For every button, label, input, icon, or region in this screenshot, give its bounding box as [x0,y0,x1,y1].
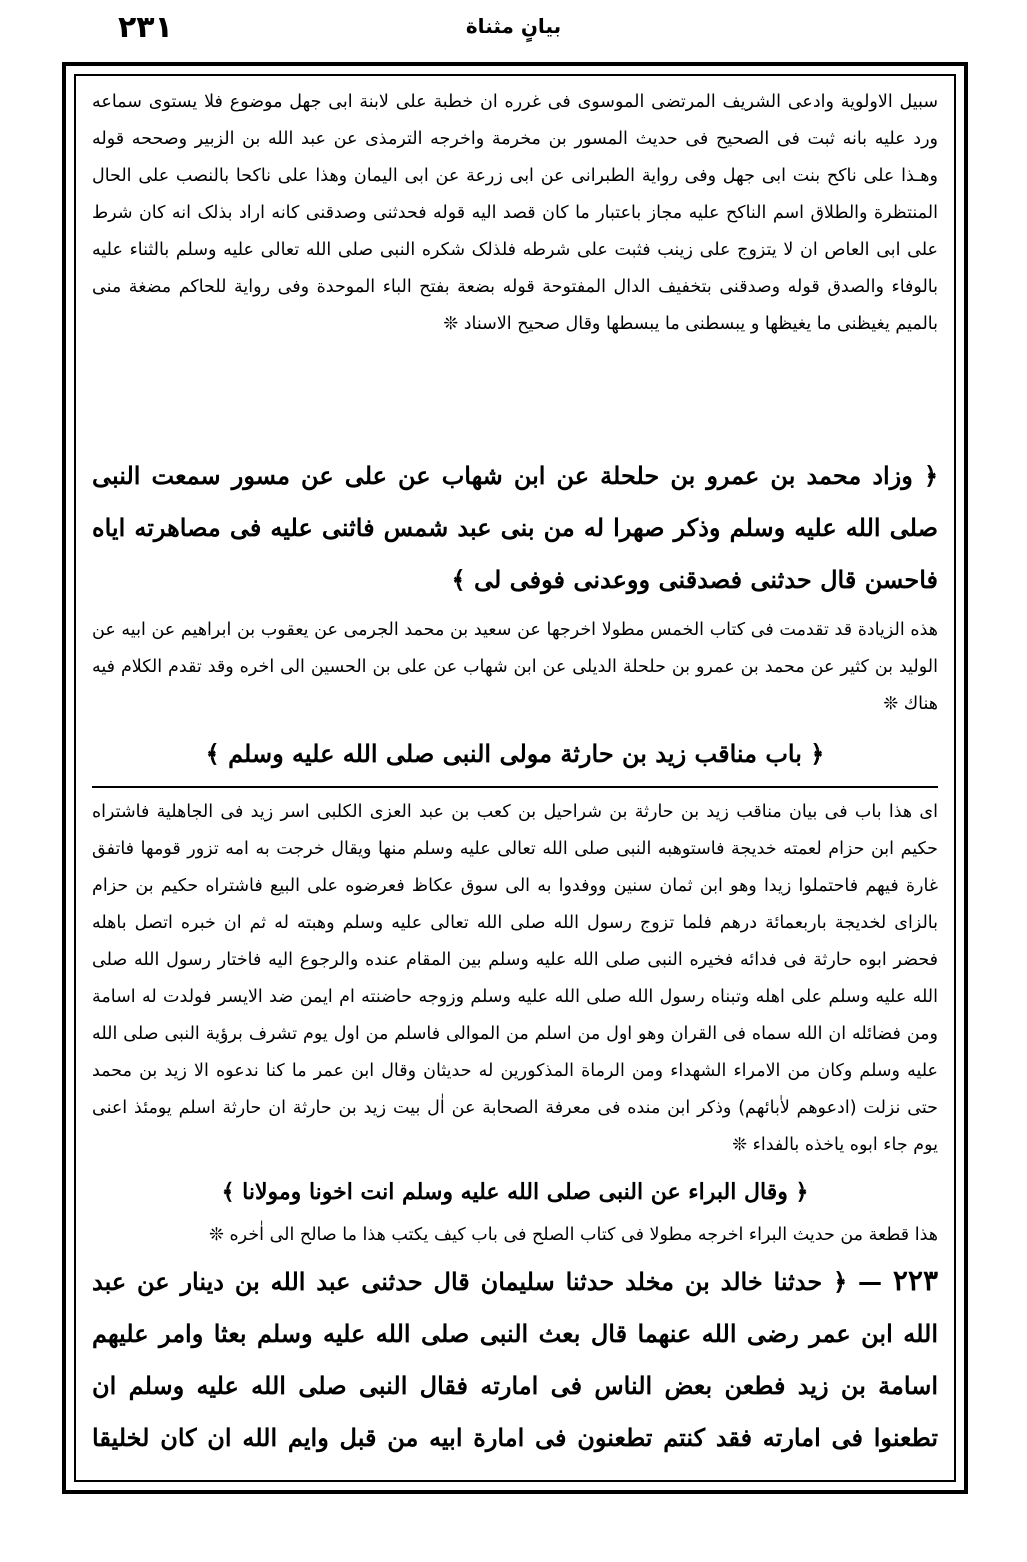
end-mark-icon: ❊ [443,314,459,334]
commentary-block-1 [92,84,938,450]
commentary-text-1: سبیل الاولویة وادعی الشریف المرتضی الموسوی فی غرره ان خطبة علی لابنة ابی جهل موضوع فلا یستوی سماعه ورد علیه بانه ثبت فی الصحیح فی حدیث المسور بن مخرمة واخرجه الترمذی عن عبد الله بن الزبیر وصححه قوله وهـذا علی ناکح بنت ابی جهل وفی روایة الطبرانی عن ابی زرعة عن ابی الیمان وهذا علی ناکحا بالنصب علی الحال المنتظرة والطلاق اسم الناکح علیه مجاز باعتبار ما کان قصد الیه قوله فحدثنی وصدقنی کانه اراد بذلک انه کان شرط علی ابی العاص ان لا یتزوج علی زینب فثبت علی شرطه فلذلک شکره النبی صلی الله تعالی علیه وسلم بالثناء علیه بالوفاء والصدق قوله وصدقنی بتخفیف الدال المفتوحة قوله بضعة بفتح الباء الموحدة وفی روایة للحاکم مضغة منی بالمیم یغیظنی ما یغیظها و یبسطنی ما یبسطها وقال صحیح الاسناد [92,92,938,334]
close-bracket-ornament: ﴾ [451,566,466,594]
hadith-text [92,1255,938,1474]
end-mark-icon: ❊ [209,1225,224,1245]
commentary-block-3 [92,794,938,1162]
hadith-text [92,450,938,606]
hadith-text-1: وزاد محمد بن عمرو بن حلحلة عن ابن شهاب عن علی عن مسور سمعت النبی صلی الله علیه وسلم وذکر صهرا له من بنی عبد شمس فاثنی علیه فی مصاهرته ایاه فاحسن قال حدثنی فصدقنی ووعدنی فوفی لی [92,461,938,594]
commentary-text [92,1473,938,1474]
commentary-text [92,84,938,343]
open-bracket-ornament: ﴿ [923,462,938,490]
dash-mark: — [858,1268,883,1296]
quote-heading [92,1168,938,1217]
commentary-text [92,612,938,723]
page-body [92,84,938,1474]
chapter-title: باب مناقب زید بن حارثة مولی النبی صلی الله علیه وسلم [228,739,802,768]
running-title: بیانٍ مثناة [465,14,562,38]
hadith-block-1 [92,450,938,612]
chapter-heading [92,728,938,780]
open-bracket-ornament: ﴿ [810,740,825,768]
close-bracket-ornament: ﴾ [221,1180,235,1205]
commentary-text-4: هذا قطعة من حدیث البراء اخرجه مطولا فی کتاب الصلح فی باب کیف یکتب هذا ما صالح الی اٰخره [229,1225,938,1245]
page-number: ۲۳۱ [118,10,173,45]
close-bracket-ornament: ﴾ [205,740,220,768]
commentary-text-3: ای هذا باب فی بیان مناقب زید بن حارثة بن شراحیل بن کعب بن عبد العزی الکلبی اسر زید فی الجاهلیة فاشتراه حکیم ابن حزام لعمته خدیجة فاستوهبه النبی صلی الله تعالی علیه وسلم منها ویقال خرجت به امه تزور قومها فاتفق غارة فیهم فاحتملوا زیدا وهو ابن ثمان سنین ووفدوا به الی سوق عکاظ فعرضوه علی البیع فاشتراه حکیم بن حزام بالزای لخدیجة باربعمائة درهم فلما تزوج رسول الله صلی الله تعالی علیه وسلم وهبته له ثم ان خبره اتصل باهله فحضر ابوه حارثة فی فدائه فخیره النبی صلی الله علیه وسلم بین المقام عنده والرجوع الیه فاختار رسول الله صلی الله علیه وسلم علی اهله وتبناه رسول الله صلی الله علیه وسلم وزوجه حاضنته ام ایمن ضد الایسر فولدت له اسامة ومن فضائله ان الله سماه فی القران وهو اول من اسلم من الموالی فاسلم من اول یوم تشرف برؤیة النبی صلی الله علیه وسلم وکان من الامراء الشهداء ومن الرماة المذکورین له حدیثان وقال ابن عمر ما کنا ندعوه الا زید بن محمد حتی نزلت (ادعوهم لاٰبائهم) وذکر ابن منده فی معرفة الصحابة عن اٰل بیت زید بن حارثة ان حارثة اسلم یومئذ اعنی یوم جاء ابوه یاخذه بالفداء [92,802,938,1155]
commentary-block-4 [92,1217,938,1255]
commentary-text [92,794,938,1164]
open-bracket-ornament: ﴿ [833,1268,848,1296]
end-mark-icon: ❊ [883,694,899,714]
commentary-block-5 [92,1473,938,1474]
commentary-block-2 [92,612,938,722]
end-mark-icon: ❊ [732,1135,748,1155]
open-bracket-ornament: ﴿ [795,1180,809,1205]
hadith-text-2: حدثنا خالد بن مخلد حدثنا سلیمان قال حدثنی عبد الله بن دینار عن عبد الله ابن عمر رضی الله عنهما قال بعث النبی صلی الله علیه وسلم بعثا وامر علیهم اسامة بن زید فطعن بعض الناس فی امارته فقال النبی صلی الله علیه وسلم ان تطعنوا فی امارته فقد کنتم تطعنون فی امارة ابیه من قبل وایم الله ان کان لخلیقا [92,1267,938,1452]
hadith-number: ۲۲۳ [892,1264,938,1297]
commentary-text [92,1217,938,1254]
chapter-divider [92,786,938,788]
commentary-text-2: هذه الزیادة قد تقدمت فی کتاب الخمس مطولا اخرجها عن سعید بن محمد الجرمی عن یعقوب بن ابراهیم عن ابیه عن الولید بن کثیر عن محمد بن عمرو بن حلحلة الدیلی عن ابن شهاب عن علی بن الحسین الی اخره وقد تقدم الکلام فیه هناك [92,620,938,714]
hadith-block-2 [92,1255,938,1473]
quote-text: وقال البراء عن النبی صلی الله علیه وسلم انت اخونا ومولانا [242,1179,788,1205]
